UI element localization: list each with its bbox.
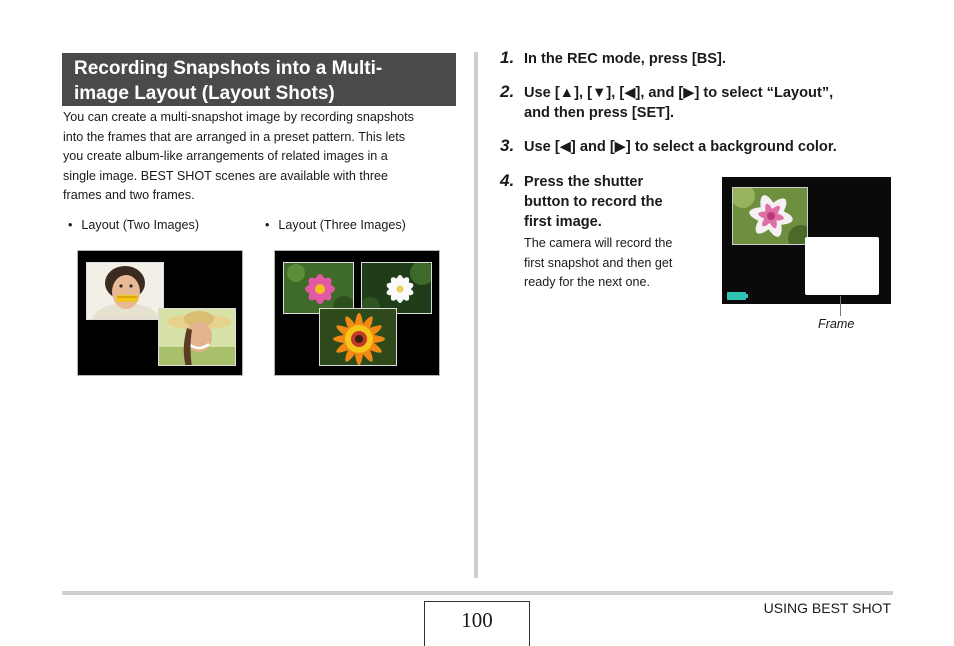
intro-line: single image. BEST SHOT scenes are available with three	[63, 168, 389, 183]
detail-line: first snapshot and then get	[524, 255, 673, 270]
step-line: Press the shutter	[524, 174, 644, 190]
bullet-layout-two	[68, 218, 199, 232]
section-name: USING BEST SHOT	[763, 600, 891, 616]
intro-line: you create album-like arrangements of related images in a	[63, 149, 388, 163]
step-line: In the REC mode, press [BS].	[524, 51, 726, 67]
step-line: and then press [SET].	[524, 105, 675, 121]
layout-two-images-sample	[77, 250, 243, 376]
camera-screen-illustration	[722, 177, 891, 304]
intro-paragraph	[63, 108, 458, 206]
step-4-text	[524, 172, 663, 232]
step-line: Use [▲], [▼], [◀], and [▶] to select “Layout”,	[524, 85, 834, 101]
layout-three-images-sample	[274, 250, 440, 376]
footer-rule	[62, 591, 893, 595]
step-4-number: 4.	[500, 171, 515, 190]
photo-woman-hat	[158, 308, 236, 366]
step-line: button to record the	[524, 194, 663, 210]
bullet-label: Layout (Three Images)	[278, 218, 406, 232]
frame-callout-label: Frame	[818, 317, 855, 331]
intro-line: into the frames that are arranged in a preset pattern. This lets	[63, 129, 406, 144]
bullet-label: Layout (Two Images)	[81, 218, 200, 232]
column-divider	[474, 52, 478, 578]
step-line: first image.	[524, 214, 602, 230]
bullet-layout-three	[265, 218, 406, 232]
page-number	[424, 601, 530, 646]
section-heading-line-2: image Layout (Layout Shots)	[74, 83, 335, 104]
bullet-dot: •	[265, 218, 270, 232]
bullet-dot: •	[68, 218, 73, 232]
page-number-text: 100	[461, 608, 493, 632]
section-heading	[62, 53, 456, 106]
step-line: Use [◀] and [▶] to select a background color.	[524, 139, 837, 155]
photo-orange-flower	[319, 308, 397, 366]
intro-line: You can create a multi-snapshot image by recording snapshots	[63, 110, 414, 124]
step-3-number: 3.	[500, 136, 515, 155]
photo-pink-flower	[283, 262, 354, 314]
step-2-number: 2.	[500, 82, 515, 101]
photo-woman-eating	[86, 262, 164, 320]
step-4-detail	[524, 234, 672, 293]
detail-line: ready for the next one.	[524, 275, 651, 289]
step-3-text	[524, 137, 837, 157]
step-2-text	[524, 83, 833, 123]
recorded-snapshot-photo	[732, 187, 808, 245]
battery-icon	[727, 292, 746, 300]
frame-callout-line	[840, 296, 841, 316]
detail-line: The camera will record the	[524, 236, 673, 250]
step-1-number: 1.	[500, 48, 515, 67]
step-1-text	[524, 49, 726, 69]
empty-frame	[805, 237, 879, 295]
intro-line: frames and two frames.	[63, 188, 195, 202]
section-heading-line-1: Recording Snapshots into a Multi-	[74, 58, 383, 79]
photo-white-flower	[361, 262, 432, 314]
